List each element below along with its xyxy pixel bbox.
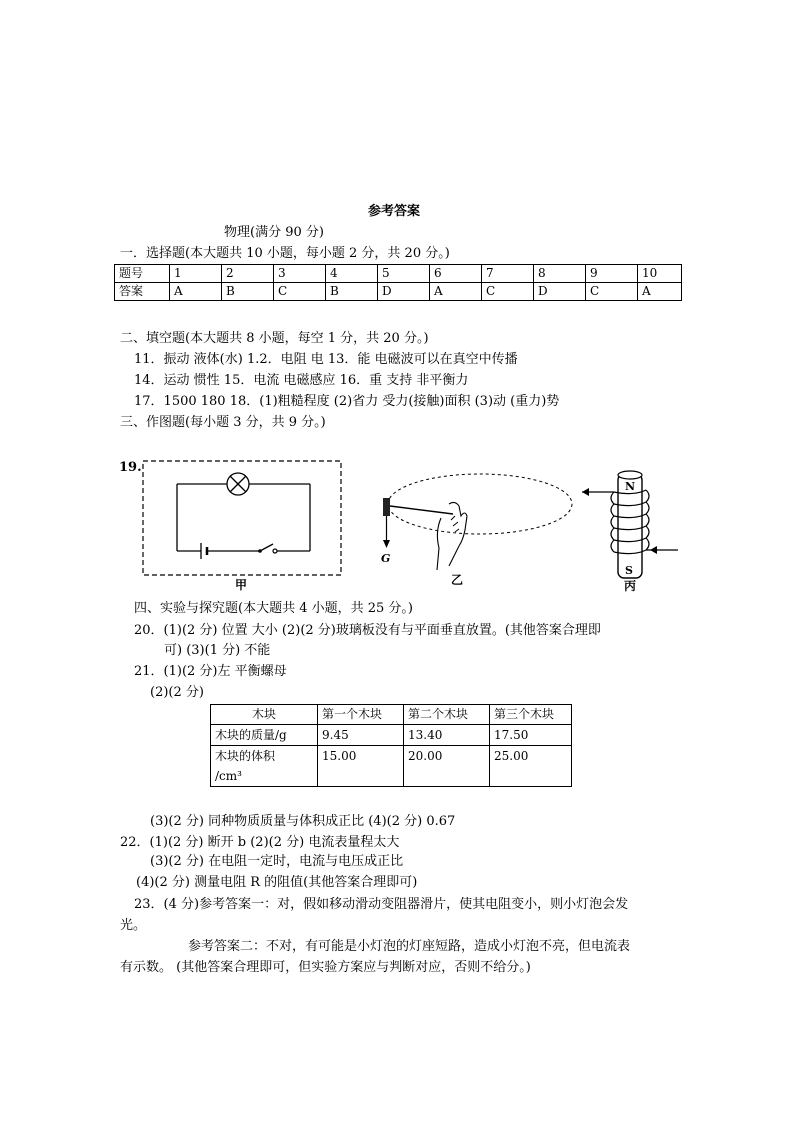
orbit-path: [388, 474, 572, 534]
hand-icon: [449, 502, 467, 566]
label-n: N: [625, 480, 636, 493]
label-jia: 甲: [235, 578, 248, 592]
label-yi: 乙: [451, 573, 464, 587]
section3-heading: 三、作图题(每小题 3 分，共 9 分。): [120, 415, 326, 430]
figure-bing: [578, 466, 688, 592]
table-cell: 10: [638, 265, 682, 283]
table-cell: 木块: [211, 705, 318, 725]
table-row: [211, 746, 572, 787]
table-cell: 第三个木块: [490, 705, 572, 725]
table-cell: 15.00: [318, 746, 404, 787]
table-cell: 第一个木块: [318, 705, 404, 725]
q23-line1: 23．(4 分)参考答案一：对，假如移动滑动变阻器滑片，使其电阻变小，则小灯泡会发: [134, 897, 629, 912]
section4-heading: 四、实验与探究题(本大题共 4 小题，共 25 分。): [134, 601, 413, 616]
table-cell: 20.00: [404, 746, 490, 787]
table-cell: 1: [170, 265, 222, 283]
table-cell: 6: [430, 265, 482, 283]
q22-line2: (3)(2 分) 在电阻一定时，电流与电压成正比: [150, 854, 404, 869]
table-cell: A: [430, 283, 482, 301]
q20-line1: 20．(1)(2 分) 位置 大小 (2)(2 分)玻璃板没有与平面垂直放置。(其他答案合理即: [134, 623, 601, 638]
table-cell: 第二个木块: [404, 705, 490, 725]
table-cell: 4: [326, 265, 378, 283]
table-cell: 17.50: [490, 725, 572, 746]
q23-line2: 光。: [120, 918, 147, 933]
weight-block: [383, 498, 390, 516]
table-cell: B: [326, 283, 378, 301]
q21-line1: 21．(1)(2 分)左 平衡螺母: [134, 664, 287, 679]
data-table: [210, 704, 572, 787]
table-cell: B: [222, 283, 274, 301]
table-row: [211, 705, 572, 725]
table-cell: 13.40: [404, 725, 490, 746]
section2-line2: 14．运动 惯性 15．电流 电磁感应 16．重 支持 非平衡力: [134, 373, 469, 388]
page-title: 参考答案: [368, 204, 421, 219]
q21-line3: (3)(2 分) 同种物质质量与体积成正比 (4)(2 分) 0.67: [150, 814, 456, 829]
table-cell: 7: [482, 265, 534, 283]
volume-unit: /cm³: [215, 769, 242, 783]
table-cell: D: [378, 283, 430, 301]
page-subtitle: 物理(满分 90 分): [224, 225, 324, 240]
table-row: [211, 725, 572, 746]
figure-yi: [375, 462, 575, 590]
section1-heading: 一．选择题(本大题共 10 小题，每小题 2 分，共 20 分。): [120, 246, 450, 261]
table-cell: 25.00: [490, 746, 572, 787]
table-cell: 9: [586, 265, 638, 283]
table-row: [115, 265, 682, 283]
switch-icon: [258, 544, 277, 553]
table-cell: C: [274, 283, 326, 301]
section2-line1: 11．振动 液体(水) 1.2．电阻 电 13．能 电磁波可以在真空中传播: [134, 352, 518, 367]
table-cell: 题号: [115, 265, 170, 283]
label-bing: 丙: [624, 579, 637, 592]
q23-line3: 参考答案二：不对，有可能是小灯泡的灯座短路，造成小灯泡不亮，但电流表: [188, 939, 631, 954]
table-cell: 5: [378, 265, 430, 283]
q20-line2: 可) (3)(1 分) 不能: [164, 643, 271, 658]
q22-line3: (4)(2 分) 测量电阻 R 的阻值(其他答案合理即可): [136, 875, 418, 890]
table-cell: A: [170, 283, 222, 301]
table-row: [115, 283, 682, 301]
volume-label: 木块的体积: [215, 749, 276, 763]
figure-jia: [115, 455, 355, 595]
figure-number: 19.: [119, 460, 142, 475]
section2-heading: 二、填空题(本大题共 8 小题，每空 1 分，共 20 分。): [120, 331, 429, 346]
label-s: S: [625, 564, 633, 577]
q22-line1: 22．(1)(2 分) 断开 b (2)(2 分) 电流表量程太大: [120, 835, 400, 850]
table-cell: A: [638, 283, 682, 301]
table-cell: [211, 746, 318, 787]
q23-line4: 有示数。 (其他答案合理即可，但实验方案应与判断对应，否则不给分。): [120, 960, 531, 975]
table-cell: 木块的质量/g: [211, 725, 318, 746]
battery-icon: [201, 543, 207, 559]
q21-line2: (2)(2 分): [150, 685, 204, 700]
table-cell: 9.45: [318, 725, 404, 746]
table-cell: 答案: [115, 283, 170, 301]
section2-line3: 17．1500 180 18．(1)粗糙程度 (2)省力 受力(接触)面积 (3)动 (重力)势: [134, 394, 560, 409]
table-cell: C: [482, 283, 534, 301]
table-cell: 2: [222, 265, 274, 283]
table-cell: D: [534, 283, 586, 301]
answer-table: [114, 264, 682, 301]
lamp-icon: [227, 473, 249, 495]
table-cell: C: [586, 283, 638, 301]
table-cell: 3: [274, 265, 326, 283]
label-g: G: [381, 552, 391, 565]
table-cell: 8: [534, 265, 586, 283]
